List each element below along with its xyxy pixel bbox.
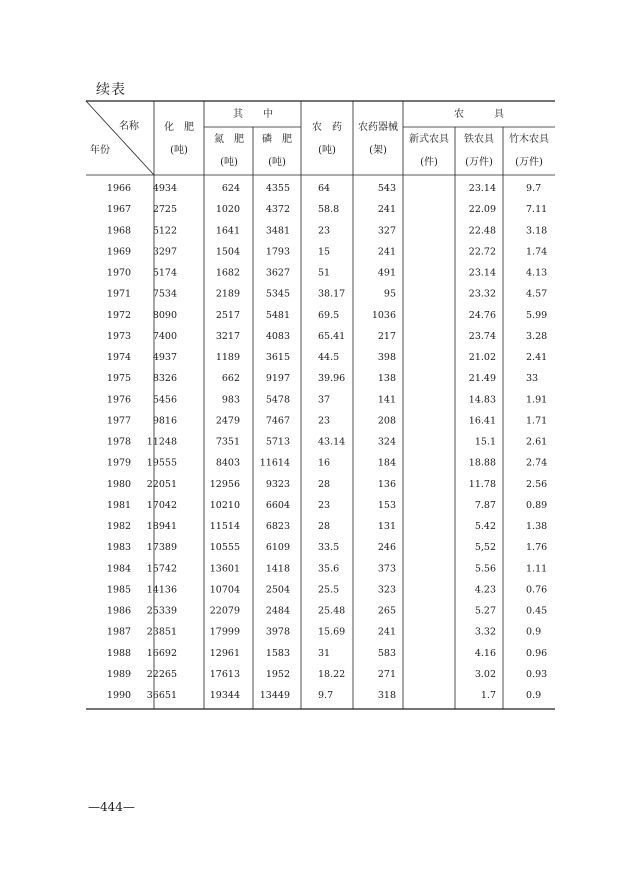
table-row [107, 225, 547, 236]
table-row [107, 373, 538, 384]
cell-year: 1975 [106, 373, 132, 385]
cell-pesticide: 35.6 [318, 563, 340, 575]
cell-machinery: 324 [377, 436, 396, 448]
cell-machinery: 208 [377, 415, 396, 427]
corner-diagonal [86, 101, 154, 175]
cell-iron-tools: 14.83 [468, 394, 496, 406]
col-unit-new-tools: (件) [420, 157, 438, 168]
col-unit-fertilizer: (吨) [170, 145, 188, 156]
cell-nitrogen: 22079 [209, 605, 240, 617]
cell-year: 1989 [106, 669, 132, 680]
cell-fertilizer: 7400 [152, 330, 177, 342]
cell-machinery: 217 [377, 330, 396, 342]
cell-machinery: 184 [377, 457, 396, 469]
table-row [107, 394, 547, 405]
cell-year: 1988 [106, 647, 132, 659]
cell-machinery: 583 [377, 647, 396, 659]
cell-bamboo-tools: 0.93 [526, 669, 548, 680]
cell-phosphate: 5478 [265, 394, 290, 406]
cell-machinery: 1036 [371, 309, 396, 321]
cell-year: 1979 [106, 457, 132, 469]
cell-machinery: 543 [377, 183, 396, 194]
cell-fertilizer: 3297 [152, 246, 177, 258]
col-header-bamboo-tools: 竹木农具 [509, 134, 549, 145]
cell-fertilizer: 2725 [152, 204, 177, 216]
cell-iron-tools: 1.7 [480, 690, 496, 702]
cell-pesticide: 58.8 [318, 204, 340, 216]
cell-nitrogen: 13601 [209, 563, 240, 575]
col-unit-pesticide: (吨) [318, 145, 336, 156]
col-header-machinery: 农药器械 [358, 122, 398, 133]
cell-phosphate: 4372 [265, 204, 290, 216]
cell-fertilizer: 18941 [146, 521, 177, 533]
cell-bamboo-tools: 2.61 [526, 436, 548, 448]
cell-bamboo-tools: 1.71 [526, 415, 548, 427]
cell-bamboo-tools: 9.7 [526, 183, 542, 194]
cell-pesticide: 9.7 [318, 690, 334, 702]
cell-iron-tools: 24.76 [468, 309, 496, 321]
cell-machinery: 136 [377, 478, 396, 490]
cell-bamboo-tools: 1.91 [526, 394, 548, 406]
corner-label-name: 名称 [119, 121, 139, 132]
cell-nitrogen: 1504 [215, 246, 240, 258]
cell-phosphate: 2484 [265, 605, 290, 617]
col-header-new-tools: 新式农具 [409, 134, 449, 145]
col-header-nitrogen: 氮 肥 [214, 134, 244, 145]
col-header-phosphate: 磷 肥 [262, 134, 292, 145]
col-header-fertilizer: 化 肥 [164, 122, 194, 133]
cell-fertilizer: 4937 [152, 352, 177, 363]
cell-nitrogen: 8403 [215, 457, 240, 469]
cell-iron-tools: 23.14 [468, 267, 496, 279]
cell-fertilizer: 5122 [152, 225, 177, 237]
page-title: 续表 [96, 82, 126, 98]
cell-fertilizer: 5456 [152, 394, 177, 406]
col-unit-phosphate: (吨) [268, 157, 286, 168]
cell-phosphate: 9323 [265, 478, 290, 490]
cell-nitrogen: 1189 [215, 352, 240, 363]
table-row [107, 246, 547, 257]
table-row [107, 183, 541, 194]
col-header-pesticide: 农 药 [312, 122, 342, 133]
cell-nitrogen: 7351 [215, 436, 240, 448]
cell-phosphate: 4355 [265, 183, 290, 194]
cell-iron-tools: 5.56 [474, 563, 496, 575]
cell-year: 1969 [106, 246, 132, 258]
cell-nitrogen: 2189 [215, 288, 240, 300]
table-row [107, 585, 547, 596]
cell-bamboo-tools: 1.74 [526, 246, 548, 258]
cell-year: 1976 [106, 394, 132, 406]
cell-iron-tools: 18.88 [468, 457, 496, 469]
cell-iron-tools: 22.09 [468, 204, 496, 216]
table-row [107, 268, 547, 279]
col-unit-nitrogen: (吨) [220, 157, 238, 168]
table-body [107, 183, 547, 701]
cell-year: 1967 [106, 204, 132, 216]
cell-iron-tools: 21.02 [468, 352, 496, 363]
cell-machinery: 318 [377, 690, 396, 702]
cell-year: 1970 [106, 267, 132, 279]
corner-label-year: 年份 [90, 145, 110, 156]
cell-iron-tools: 15.1 [474, 436, 496, 448]
cell-pesticide: 18.22 [318, 669, 346, 680]
cell-phosphate: 13449 [259, 690, 290, 702]
cell-year: 1977 [106, 415, 132, 427]
cell-phosphate: 3481 [265, 225, 290, 237]
cell-year: 1981 [106, 499, 132, 511]
table-row [107, 648, 547, 659]
cell-bamboo-tools: 4.13 [526, 267, 548, 279]
cell-pesticide: 38.17 [318, 288, 346, 300]
cell-phosphate: 1418 [265, 563, 290, 575]
cell-iron-tools: 7.87 [474, 499, 496, 511]
table-row [107, 352, 547, 363]
cell-fertilizer: 5174 [152, 267, 177, 279]
cell-phosphate: 3627 [265, 267, 290, 279]
cell-machinery: 241 [377, 204, 396, 216]
cell-fertilizer: 15742 [146, 563, 177, 575]
cell-fertilizer: 8326 [152, 373, 177, 385]
cell-nitrogen: 1020 [215, 204, 240, 216]
cell-iron-tools: 23.74 [468, 330, 496, 342]
cell-fertilizer: 4934 [152, 183, 177, 194]
cell-nitrogen: 1641 [215, 225, 240, 237]
cell-pesticide: 23 [318, 225, 331, 237]
cell-pesticide: 43.14 [318, 436, 346, 448]
col-header-iron-tools: 铁农具 [464, 134, 494, 145]
cell-machinery: 246 [377, 542, 396, 554]
cell-pesticide: 15 [318, 246, 331, 258]
cell-machinery: 95 [383, 288, 396, 300]
cell-pesticide: 23 [318, 499, 331, 511]
cell-pesticide: 39.96 [318, 373, 346, 385]
cell-pesticide: 44.5 [318, 352, 340, 363]
table-row [107, 542, 547, 553]
cell-bamboo-tools: 3.28 [526, 330, 548, 342]
cell-bamboo-tools: 2.74 [526, 457, 548, 469]
cell-iron-tools: 23.14 [468, 183, 496, 194]
table-row [107, 458, 547, 469]
table-row [107, 690, 541, 701]
cell-iron-tools: 23.32 [468, 288, 496, 300]
col-unit-bamboo-tools: (万件) [515, 157, 543, 168]
cell-pesticide: 33.5 [318, 542, 340, 554]
cell-phosphate: 4083 [265, 330, 290, 342]
cell-phosphate: 2504 [265, 584, 290, 596]
cell-bamboo-tools: 0.45 [526, 605, 548, 617]
cell-phosphate: 6604 [265, 499, 290, 511]
cell-iron-tools: 21.49 [468, 373, 496, 385]
cell-year: 1990 [106, 690, 132, 702]
cell-nitrogen: 10555 [209, 542, 240, 554]
cell-nitrogen: 17613 [209, 669, 240, 680]
cell-nitrogen: 12956 [209, 478, 240, 490]
group-header-of-which: 其 中 [233, 109, 273, 120]
cell-iron-tools: 16.41 [468, 415, 496, 427]
table-row [107, 500, 547, 511]
cell-year: 1974 [106, 352, 132, 363]
cell-pesticide: 51 [318, 267, 331, 279]
cell-nitrogen: 11514 [209, 521, 240, 533]
cell-machinery: 153 [377, 499, 396, 511]
cell-nitrogen: 12961 [209, 647, 240, 659]
table-row [107, 669, 547, 680]
cell-year: 1982 [106, 521, 132, 533]
col-unit-iron-tools: (万件) [465, 157, 493, 168]
cell-bamboo-tools: 33 [526, 373, 539, 385]
cell-year: 1973 [106, 330, 132, 342]
table-row [107, 521, 547, 532]
cell-fertilizer: 14136 [146, 584, 177, 596]
cell-fertilizer: 11248 [146, 436, 177, 448]
cell-pesticide: 25.48 [318, 605, 346, 617]
cell-pesticide: 23 [318, 415, 331, 427]
cell-machinery: 241 [377, 626, 396, 638]
cell-fertilizer: 9816 [152, 415, 177, 427]
cell-nitrogen: 2479 [215, 415, 240, 427]
cell-phosphate: 1793 [265, 246, 290, 258]
cell-phosphate: 1952 [265, 669, 290, 680]
cell-machinery: 141 [377, 394, 396, 406]
cell-machinery: 271 [377, 669, 396, 680]
cell-fertilizer: 16692 [146, 647, 177, 659]
cell-pesticide: 65.41 [318, 330, 346, 342]
cell-phosphate: 3978 [265, 626, 290, 638]
cell-year: 1987 [106, 626, 132, 638]
cell-year: 1966 [106, 183, 132, 194]
cell-bamboo-tools: 0.76 [526, 584, 548, 596]
cell-iron-tools: 22.72 [468, 246, 496, 258]
table-row [107, 415, 547, 426]
cell-machinery: 491 [377, 267, 396, 279]
cell-phosphate: 1583 [265, 647, 290, 659]
cell-fertilizer: 8090 [152, 309, 177, 321]
cell-year: 1971 [106, 288, 132, 300]
cell-iron-tools: 4.23 [474, 584, 496, 596]
cell-bamboo-tools: 0.96 [526, 647, 548, 659]
cell-iron-tools: 5.27 [474, 605, 496, 617]
cell-phosphate: 9197 [265, 373, 290, 385]
table-row [107, 437, 547, 448]
table-row [107, 289, 547, 300]
cell-bamboo-tools: 0.9 [526, 626, 542, 638]
cell-fertilizer: 17389 [146, 542, 177, 554]
table-row [107, 627, 541, 638]
table-row [107, 204, 547, 215]
cell-bamboo-tools: 3.18 [526, 225, 548, 237]
cell-machinery: 327 [377, 225, 396, 237]
table-row [107, 479, 547, 490]
cell-bamboo-tools: 0.89 [526, 499, 548, 511]
cell-nitrogen: 19344 [209, 690, 240, 702]
cell-machinery: 398 [377, 352, 396, 363]
cell-bamboo-tools: 5.99 [526, 309, 548, 321]
cell-fertilizer: 25339 [146, 605, 177, 617]
cell-fertilizer: 7534 [152, 288, 177, 300]
cell-pesticide: 28 [318, 478, 331, 490]
cell-machinery: 373 [377, 563, 396, 575]
cell-pesticide: 64 [318, 183, 331, 194]
cell-nitrogen: 2517 [215, 309, 240, 321]
cell-bamboo-tools: 1.38 [526, 521, 548, 533]
cell-bamboo-tools: 1.76 [526, 542, 548, 554]
cell-nitrogen: 10210 [209, 499, 240, 511]
cell-year: 1985 [106, 584, 132, 596]
group-header-tools: 农 具 [454, 109, 504, 120]
cell-bamboo-tools: 7.11 [526, 204, 548, 216]
cell-machinery: 323 [377, 584, 396, 596]
cell-iron-tools: 4.16 [474, 647, 496, 659]
cell-phosphate: 5713 [265, 436, 290, 448]
cell-phosphate: 3615 [265, 352, 290, 363]
cell-machinery: 265 [377, 605, 396, 617]
cell-iron-tools: 3.02 [474, 669, 496, 680]
cell-fertilizer: 22051 [146, 478, 177, 490]
cell-bamboo-tools: 2.56 [526, 478, 548, 490]
page-number: —444— [88, 800, 135, 814]
cell-pesticide: 28 [318, 521, 331, 533]
cell-nitrogen: 624 [221, 183, 240, 194]
table-row [107, 606, 547, 617]
cell-pesticide: 31 [318, 647, 331, 659]
cell-year: 1980 [106, 478, 132, 490]
cell-year: 1968 [106, 225, 132, 237]
table-row [107, 310, 547, 321]
cell-year: 1984 [106, 563, 132, 575]
cell-iron-tools: 11.78 [468, 478, 496, 490]
cell-iron-tools: 22.48 [468, 225, 496, 237]
cell-phosphate: 5345 [265, 288, 290, 300]
cell-nitrogen: 3217 [215, 330, 240, 342]
cell-year: 1972 [106, 309, 132, 321]
cell-bamboo-tools: 1.11 [526, 563, 548, 575]
cell-phosphate: 11614 [259, 457, 290, 469]
cell-nitrogen: 1682 [215, 267, 240, 279]
cell-bamboo-tools: 4.57 [526, 288, 548, 300]
cell-nitrogen: 662 [221, 373, 240, 385]
cell-nitrogen: 17999 [209, 626, 240, 638]
cell-fertilizer: 17042 [146, 499, 177, 511]
cell-phosphate: 7467 [265, 415, 290, 427]
cell-pesticide: 69.5 [318, 309, 340, 321]
cell-bamboo-tools: 2.41 [526, 352, 548, 363]
cell-iron-tools: 5,52 [474, 542, 496, 554]
cell-pesticide: 16 [318, 457, 331, 469]
cell-bamboo-tools: 0.9 [526, 690, 542, 702]
cell-iron-tools: 3.32 [474, 626, 496, 638]
cell-machinery: 241 [377, 246, 396, 258]
cell-phosphate: 6823 [265, 521, 290, 533]
cell-pesticide: 37 [318, 394, 331, 406]
cell-fertilizer: 23851 [146, 626, 177, 638]
cell-pesticide: 15.69 [318, 626, 346, 638]
col-unit-machinery: (架) [369, 145, 387, 156]
cell-year: 1978 [106, 436, 132, 448]
cell-machinery: 131 [377, 521, 396, 533]
cell-nitrogen: 983 [221, 394, 240, 406]
cell-year: 1983 [106, 542, 132, 554]
cell-fertilizer: 22265 [146, 669, 177, 680]
cell-fertilizer: 36651 [146, 690, 177, 702]
cell-machinery: 138 [377, 373, 396, 385]
table-row [107, 331, 547, 342]
cell-year: 1986 [106, 605, 132, 617]
cell-fertilizer: 19555 [146, 457, 177, 469]
cell-pesticide: 25.5 [318, 584, 340, 596]
cell-phosphate: 6109 [265, 542, 290, 554]
cell-iron-tools: 5.42 [474, 521, 496, 533]
table-row [107, 563, 547, 574]
cell-phosphate: 5481 [265, 309, 290, 321]
cell-nitrogen: 10704 [209, 584, 240, 596]
